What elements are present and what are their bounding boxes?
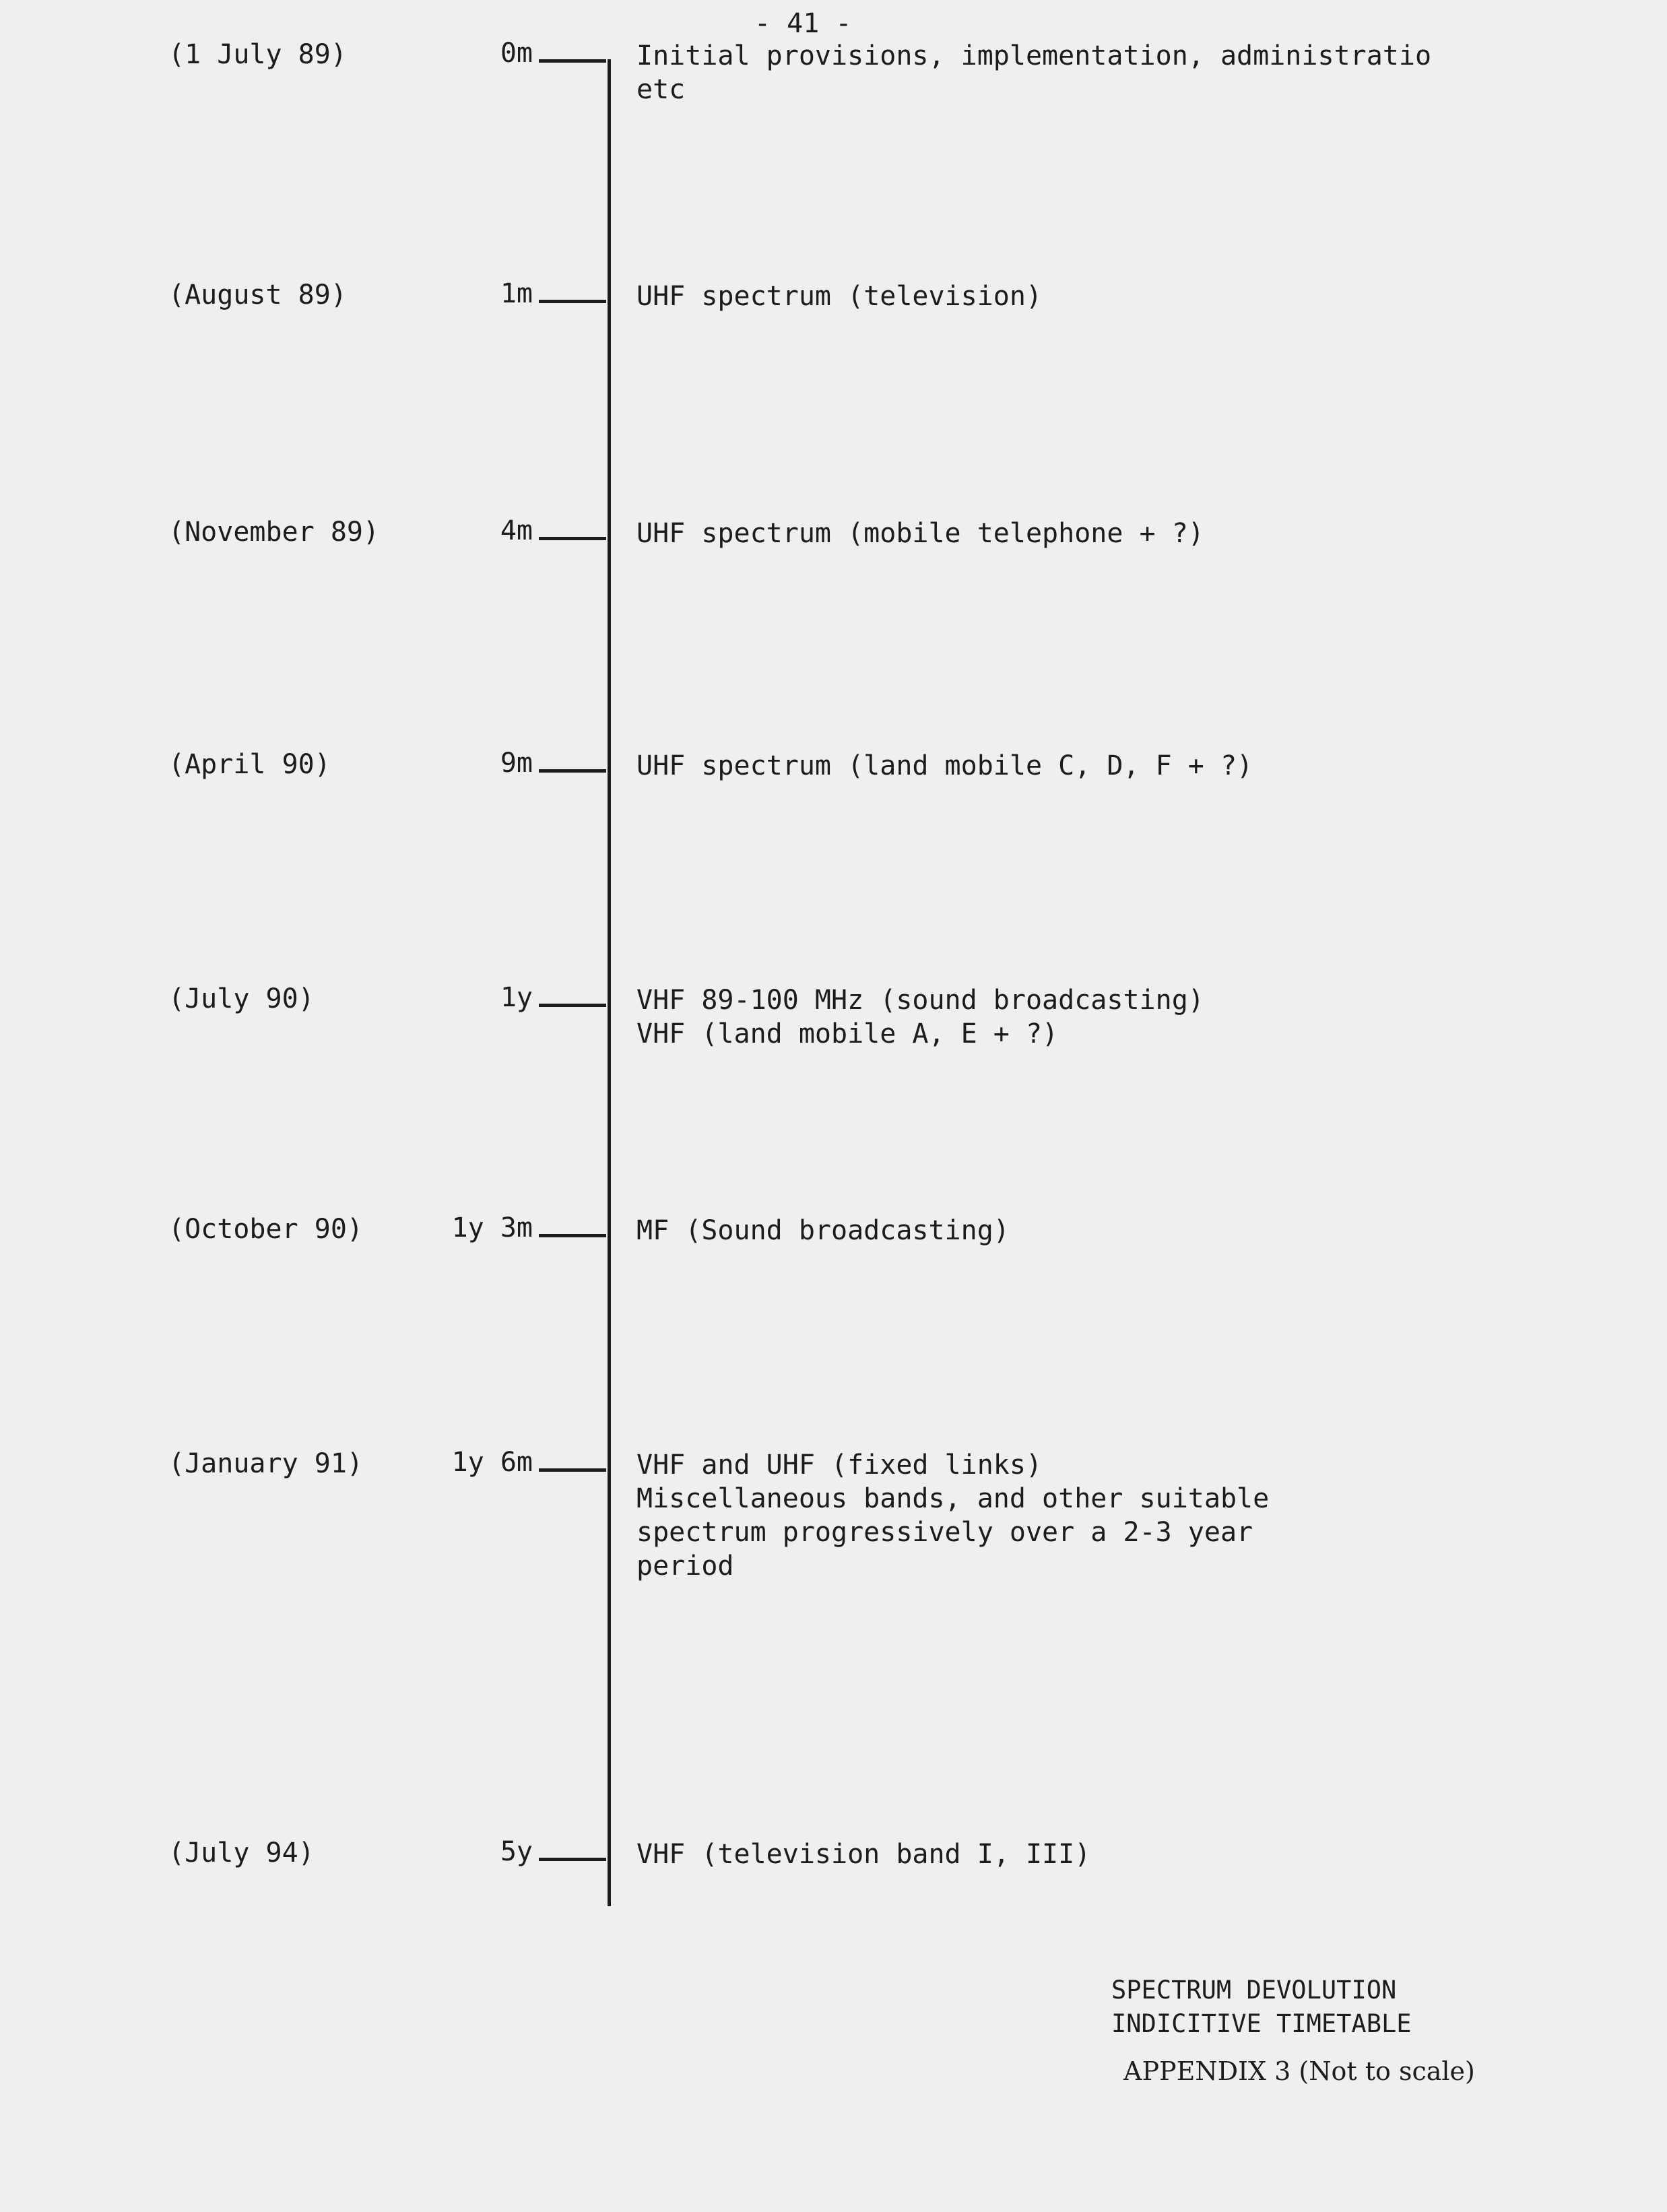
entry-description xyxy=(636,280,1647,313)
entry-tick xyxy=(539,1004,606,1007)
entry-offset: 1m xyxy=(500,278,533,309)
entry-tick xyxy=(539,1468,606,1472)
entry-date: (1 July 89) xyxy=(168,39,347,70)
entry-description xyxy=(636,1448,1647,1583)
appendix-label: APPENDIX 3 (Not to scale) xyxy=(1123,2056,1475,2086)
entry-tick xyxy=(539,769,606,773)
description-line: UHF spectrum (mobile telephone + ?) xyxy=(636,518,1204,549)
timeline-entry-6 xyxy=(0,1447,1667,1582)
entry-description xyxy=(636,517,1647,550)
description-line: UHF spectrum (television) xyxy=(636,281,1043,312)
entry-offset: 9m xyxy=(500,748,533,779)
description-line: Miscellaneous bands, and other suitable xyxy=(636,1483,1270,1514)
timeline-entry-4 xyxy=(0,982,1667,1049)
entry-tick xyxy=(539,537,606,540)
entry-offset: 0m xyxy=(500,38,533,69)
entry-date: (October 90) xyxy=(168,1214,363,1245)
entry-date: (July 94) xyxy=(168,1837,315,1868)
timeline-entry-2 xyxy=(0,515,1667,549)
entry-tick xyxy=(539,1858,606,1861)
timeline-entry-1 xyxy=(0,278,1667,312)
description-line: Initial provisions, implementation, administratio xyxy=(636,40,1432,71)
entry-offset: 1y xyxy=(500,982,533,1013)
page-number: - 41 - xyxy=(754,8,852,39)
entry-offset: 1y 3m xyxy=(451,1212,533,1243)
entry-tick xyxy=(539,300,606,303)
caption-title-line-2: INDICITIVE TIMETABLE xyxy=(1111,2009,1412,2038)
entry-description xyxy=(636,749,1647,783)
timeline-entry-7 xyxy=(0,1836,1667,1870)
entry-description xyxy=(636,1837,1647,1871)
entry-offset: 1y 6m xyxy=(451,1447,533,1478)
entry-description xyxy=(636,983,1647,1051)
entry-date: (August 89) xyxy=(168,280,347,311)
entry-date: (November 89) xyxy=(168,517,380,548)
entry-description xyxy=(636,1214,1647,1247)
timeline-entry-0 xyxy=(0,38,1667,105)
entry-date: (January 91) xyxy=(168,1448,363,1479)
entry-tick xyxy=(539,59,606,63)
entry-date: (April 90) xyxy=(168,749,331,780)
entry-tick xyxy=(539,1234,606,1237)
description-line: spectrum progressively over a 2-3 year xyxy=(636,1517,1253,1548)
description-line: etc xyxy=(636,74,686,105)
figure-caption xyxy=(1111,1974,1475,2088)
description-line: period xyxy=(636,1551,734,1582)
timeline-spine xyxy=(608,59,611,1906)
timeline-entry-5 xyxy=(0,1212,1667,1246)
description-line: VHF (television band I, III) xyxy=(636,1839,1091,1870)
description-line: VHF 89-100 MHz (sound broadcasting) xyxy=(636,985,1204,1016)
timeline-entry-3 xyxy=(0,748,1667,781)
description-line: MF (Sound broadcasting) xyxy=(636,1215,1010,1246)
entry-offset: 5y xyxy=(500,1836,533,1867)
entry-offset: 4m xyxy=(500,515,533,546)
entry-description xyxy=(636,39,1647,106)
description-line: UHF spectrum (land mobile C, D, F + ?) xyxy=(636,750,1253,781)
description-line: VHF and UHF (fixed links) xyxy=(636,1450,1043,1481)
caption-title-line-1: SPECTRUM DEVOLUTION xyxy=(1111,1976,1397,2005)
description-line: VHF (land mobile A, E + ?) xyxy=(636,1018,1059,1049)
entry-date: (July 90) xyxy=(168,983,315,1014)
